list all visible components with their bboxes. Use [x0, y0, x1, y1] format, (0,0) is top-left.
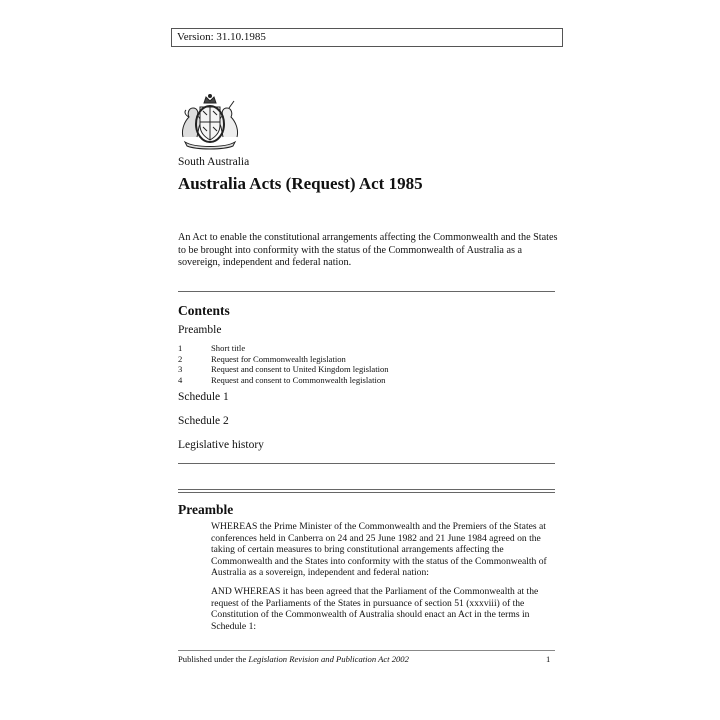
toc-section-number: 4 [178, 374, 183, 385]
preamble-paragraph: AND WHEREAS it has been agreed that the Parliament of the Commonwealth at the request of the Parliaments of the States in pursuance of section 51 (xxxviii) of the Constitution of the Commonwealth of Australia should enact an Act in the terms in Schedule 1: [211, 586, 539, 632]
contents-heading: Contents [178, 303, 230, 318]
section-divider [178, 489, 555, 493]
preamble-paragraph: WHEREAS the Prime Minister of the Commonwealth and the Premiers of the States at conferences held in Canberra on 24 and 25 June 1982 and 21 June 1984 agreed on the taking of certain measures to bring constitutional arrangements affecting the Commonwealth and the States into conformity with the status of the Commonwealth of Australia as a sovereign, independent and federal nation: [211, 521, 547, 579]
toc-preamble-link[interactable]: Preamble [178, 324, 222, 336]
page-number: 1 [546, 654, 551, 664]
toc-section-title: Request for Commonwealth legislation [211, 353, 346, 364]
toc-section-title: Request and consent to United Kingdom legislation [211, 364, 389, 375]
toc-section-list [178, 343, 389, 385]
toc-section-title: Short title [211, 343, 246, 353]
toc-item[interactable] [178, 375, 389, 386]
toc-item[interactable] [178, 364, 389, 375]
toc-section-number: 1 [178, 343, 183, 353]
coat-of-arms-icon [179, 93, 241, 150]
toc-item[interactable] [178, 343, 389, 354]
version-box: Version: 31.10.1985 [171, 28, 563, 47]
divider [178, 463, 555, 464]
toc-schedule-2-link[interactable]: Schedule 2 [178, 415, 229, 427]
jurisdiction-label: South Australia [178, 156, 250, 168]
toc-item[interactable] [178, 354, 389, 365]
footer-prefix: Published under the [178, 654, 249, 664]
toc-legislative-history-link[interactable]: Legislative history [178, 439, 264, 451]
toc-section-title: Request and consent to Commonwealth legislation [211, 374, 386, 385]
act-title: Australia Acts (Request) Act 1985 [178, 174, 423, 193]
long-title: An Act to enable the constitutional arrangements affecting the Commonwealth and the States to be brought into conformity with the status of the Commonwealth of Australia as a sovereign, independent and federal nation. [178, 232, 558, 268]
divider [178, 291, 555, 292]
toc-section-number: 3 [178, 364, 183, 375]
footer-act-name: Legislation Revision and Publication Act 2002 [248, 654, 409, 664]
toc-section-number: 2 [178, 353, 183, 364]
footer-divider [178, 650, 555, 651]
preamble-heading: Preamble [178, 502, 234, 517]
footer-publication-note [178, 654, 409, 664]
toc-schedule-1-link[interactable]: Schedule 1 [178, 391, 229, 403]
